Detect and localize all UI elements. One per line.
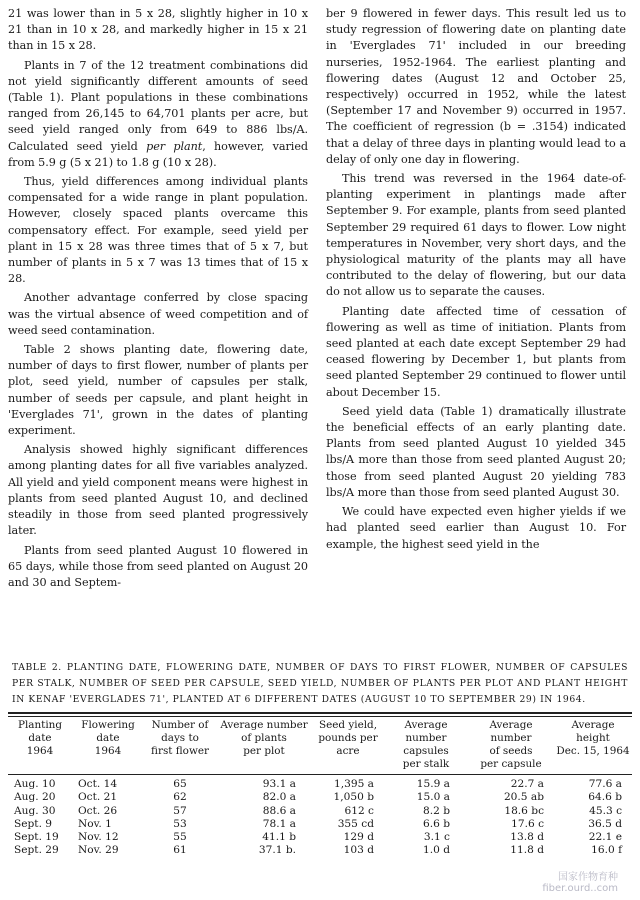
table-cell: 612 c — [344, 804, 374, 817]
table-cell: 15.9 a — [416, 778, 450, 790]
left-column — [8, 6, 308, 594]
table-cell: 20.5 ab — [503, 791, 544, 804]
table-cell: 11.8 d — [510, 844, 544, 857]
table-cell: 16.0 f — [591, 844, 622, 857]
paragraph: Seed yield data (Table 1) dramatically illustrate the beneficial effects of an early planting date. Plants from seed planted August 10 yielded 345 lbs/A more than those from seed planted August 20; those from seed planted August 20 yielding 783 lbs/A more than those from seed planted August 30. — [326, 404, 626, 499]
table-cell: Aug. 20 — [14, 791, 56, 804]
table-cell: 18.6 bc — [504, 804, 544, 817]
column-header: Average number of plants per plot — [220, 719, 308, 757]
table-cell: 355 cd — [337, 817, 374, 830]
paragraph: Another advantage conferred by close spacing was the virtual absence of weed competition and of weed seed contamination. — [8, 291, 308, 337]
table-cell: Sept. 29 — [14, 844, 59, 857]
paragraph: This trend was reversed in the 1964 date-of-planting experiment in plantings made after September 9. For example, plants from seed planted September 29 required 61 days to flower. Low night temperatures in November, very short days, and the physiological maturity of the plants may all have contributed to the delay of flowering, but our data do not allow us to separate the causes. — [326, 172, 626, 299]
table-cell: Oct. 14 — [78, 778, 118, 790]
table-cell: Nov. 29 — [78, 844, 119, 857]
table-cell: Sept. 9 — [14, 817, 53, 830]
table-cell: 1,395 a — [333, 778, 374, 790]
table-cell: 6.6 b — [423, 817, 450, 830]
table-cell: 82.0 a — [262, 791, 296, 804]
table-cell: 37.1 b. — [258, 844, 296, 857]
paragraph: Table 2 shows planting date, flowering date, number of days to first flower, number of plants per plot, seed yield, number of capsules per stalk, number of seeds per capsule, and plant height in 'Everglades 71', grown in the dates of planting experiment. — [8, 343, 308, 438]
column-header: Seed yield, pounds per acre — [318, 719, 378, 757]
table-cell: 41.1 b — [262, 831, 296, 844]
table-cell: 1,050 b — [333, 791, 374, 804]
table-cell: 53 — [173, 817, 187, 830]
table-cell: Oct. 26 — [78, 804, 118, 817]
table-cell: 65 — [173, 778, 187, 790]
right-column — [326, 6, 626, 556]
paragraph: Plants in 7 of the 12 treatment combinations did not yield significantly different amounts of seed (Table 1). Plant populations in these combinations ranged from 26,145 to 64,701 plants per acre, but seed yield ranged only from 649 to 886 lbs/A. Calculated seed yield per plant, however, varied from 5.9 g (5 x 21) to 1.8 g (10 x 28). — [8, 58, 308, 169]
table-cell: 61 — [173, 844, 187, 857]
column-header: Number of days to first flower — [151, 719, 209, 757]
table-cell: Aug. 30 — [14, 804, 56, 817]
body-text — [8, 6, 632, 646]
table-cell: 77.6 a — [588, 778, 622, 790]
table-cell: 22.1 e — [588, 831, 622, 844]
table-cell: 129 d — [343, 831, 374, 844]
table-header-row — [8, 717, 632, 774]
paragraph: Plants from seed planted August 10 flowered in 65 days, while those from seed planted on August 20 and 30 and Septem- — [8, 543, 308, 589]
column-header: Flowering date 1964 — [81, 719, 135, 757]
paragraph: 21 was lower than in 5 x 28, slightly higher in 10 x 21 than in 10 x 28, and markedly higher in 15 x 21 than in 15 x 28. — [8, 7, 308, 53]
table-cell: 55 — [173, 831, 187, 844]
table-cell: 3.1 c — [423, 831, 450, 844]
column-header: Average number capsules per stalk — [402, 719, 450, 770]
table-row — [8, 818, 632, 831]
table-row — [8, 844, 632, 857]
table-cell: Oct. 21 — [78, 791, 118, 804]
table-cell: 45.3 c — [589, 804, 622, 817]
table-caption: TABLE 2. PLANTING DATE, FLOWERING DATE, NUMBER OF DAYS TO FIRST FLOWER, NUMBER OF CAPSULES PER STALK, NUMBER OF SEED PER CAPSULE, SEED YIELD, NUMBER OF PLANTS PER PLOT AND PLANT HEIGHT IN KENAF 'EVERGLADES 71', PLANTED AT 6 DIFFERENT DATES (AUGUST 10 TO SEPTEMBER 29) IN 1964. — [12, 662, 628, 705]
table-cell: 88.6 a — [262, 804, 296, 817]
paragraph: Analysis showed highly significant differences among planting dates for all five variables analyzed. All yield and yield component means were highest in plants from seed planted August 10, and declined steadily in those from seed planted progressively later. — [8, 443, 308, 538]
table-cell: 22.7 a — [510, 778, 544, 790]
table-cell: 17.6 c — [511, 817, 544, 830]
paragraph: ber 9 flowered in fewer days. This result led us to study regression of flowering date on planting date in 'Everglades 71' included in our breeding nurseries, 1952-1964. The earliest planting and flowering dates (August 12 and October 25, respectively) occurred in 1952, while the latest (September 17 and November 9) occurred in 1957. The coefficient of regression (b = .3154) indicated that a delay of three days in planting would lead to a delay of only one day in flowering. — [326, 7, 626, 166]
column-header: Average height Dec. 15, 1964 — [556, 719, 630, 757]
table-cell: Nov. 12 — [78, 831, 119, 844]
table-row — [8, 831, 632, 844]
data-table — [8, 717, 632, 858]
paragraph: We could have expected even higher yields if we had planted seed earlier than August 10. For example, the highest seed yield in the — [326, 505, 626, 551]
table-cell: 15.0 a — [416, 791, 450, 804]
table-row — [8, 805, 632, 818]
paragraph: Thus, yield differences among individual plants compensated for a wide range in plant population. However, closely spaced plants overcame this compensatory effect. For example, seed yield per plant in 15 x 28 was three times that of 5 x 7, but number of plants in 5 x 7 was 13 times that of 15 x 28. — [8, 175, 308, 286]
paragraph: Planting date affected time of cessation of flowering as well as time of initiation. Plants from seed planted at each date except September 29 had ceased flowering by December 1, but plants from seed planted September 29 continued to flower until about December 15. — [326, 304, 626, 399]
table-row — [8, 775, 632, 791]
column-header: Average number of seeds per capsule — [480, 719, 542, 770]
table-cell: 93.1 a — [262, 778, 296, 790]
table-cell: 1.0 d — [423, 844, 450, 857]
table-cell: 13.8 d — [510, 831, 544, 844]
table-cell: 78.1 a — [262, 817, 296, 830]
table-top-rule — [8, 712, 632, 714]
watermark: 国家作物育种 fiber.ourd..com — [542, 872, 618, 894]
table-cell: 103 d — [343, 844, 374, 857]
table-cell: 62 — [173, 791, 187, 804]
table-cell: 64.6 b — [588, 791, 622, 804]
column-header: Planting date 1964 — [17, 719, 63, 757]
table-row — [8, 791, 632, 804]
table-cell: Nov. 1 — [78, 817, 112, 830]
table-cell: 57 — [173, 804, 187, 817]
table-cell: 8.2 b — [423, 804, 450, 817]
table-cell: 36.5 d — [588, 817, 622, 830]
table-2 — [8, 660, 632, 858]
table-cell: Sept. 19 — [14, 831, 59, 844]
table-cell: Aug. 10 — [14, 778, 56, 790]
